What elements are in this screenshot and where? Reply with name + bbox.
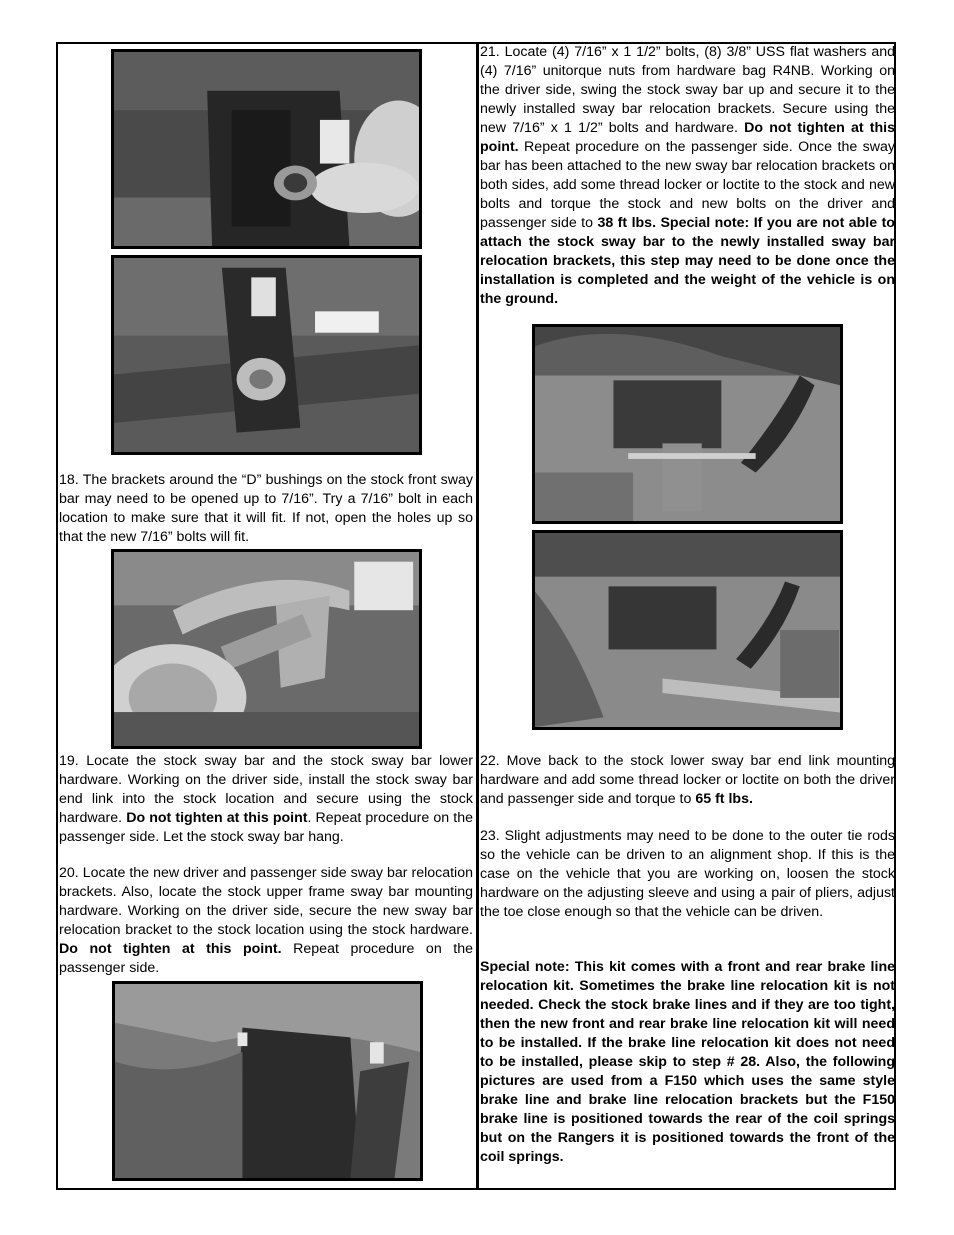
photo-bracket-socket — [111, 49, 422, 249]
step-18-text: 18. The brackets around the “D” bushings on the stock front sway bar may need to be opened up to 7/16”. Try a 7/16” bolt in each location to make sure that it will fit. If not, open the holes up so that the new 7/16” bolts will fit. — [59, 472, 473, 545]
special-note-bold: Special note: This kit comes with a front and rear brake line relocation kit. Sometimes the brake line relocation kit is not needed. Check the stock brake lines and if they are too tight, then the new front and rear brake line relocation kit will need to be installed. If the brake line relocation kit does not need to be installed, please skip to step # 28. Also, the following pictures are used from a F150 which uses the same style brake line and brake line relocation brackets but the F150 brake line is positioned towards the rear of the coil springs but on the Rangers it is positioned towards the front of the coil springs. — [480, 959, 895, 1165]
step-21-part-c: Repeat procedure on the passenger side. Once the sway bar has been attached to the new sway bar relocation brackets on both sides, add some thread locker or loctite to the stock and new bolts and torque the stock and new bolts on the driver and passenger side to — [480, 139, 895, 231]
step-21-bold-1: Do not tighten at this point. — [480, 120, 896, 155]
step-21-text — [480, 43, 895, 309]
step-19-part-a: 19. Locate the stock sway bar and the stock sway bar lower hardware. Working on the driver side, install the stock sway bar end link into the stock location and secure using the stock hardware. — [59, 753, 473, 826]
step-19-text — [59, 752, 473, 847]
special-note-text — [480, 958, 895, 1167]
step-20-part-c: Repeat procedure on the passenger side. — [59, 941, 474, 976]
column-divider — [476, 42, 479, 1190]
photo-drilling-bracket — [111, 549, 422, 749]
step-20-bold: Do not tighten at this point. — [59, 941, 282, 957]
photo-relocation-bracket-frame — [112, 981, 423, 1181]
step-23-text: 23. Slight adjustments may need to be done to the outer tie rods so the vehicle can be driven to an alignment shop. If this is the case on the vehicle that you are working on, loosen the stock hardware on the adjusting sleeve and using a pair of pliers, adjust the toe close enough so that the vehicle can be driven. — [480, 828, 895, 920]
photo-sway-bar-attached-2 — [532, 530, 843, 730]
step-22-bold: 65 ft lbs. — [695, 791, 753, 807]
step-22-part-a: 22. Move back to the stock lower sway bar end link mounting hardware and add some thread locker or loctite on both the driver and passenger side and torque to — [480, 753, 895, 807]
photo-sway-bar-attached-1 — [532, 324, 843, 524]
step-21-bold-2: 38 ft lbs. Special note: If you are not able to attach the stock sway bar to the newly installed sway bar relocation brackets, this step may need to be done once the installation is completed and the weight of the vehicle is on the ground. — [480, 215, 895, 307]
step-21-part-a: 21. Locate (4) 7/16” x 1 1/2” bolts, (8) 3/8” USS flat washers and (4) 7/16” unitorque nuts from hardware bag R4NB. Working on the driver side, swing the stock sway bar up and secure it to the newly installed sway bar relocation brackets. Secure using the new 7/16” x 1 1/2” bolts and hardware. — [480, 44, 895, 136]
step-20-part-a: 20. Locate the new driver and passenger side sway bar relocation brackets. Also, locate the stock upper frame sway bar mounting hardware. Working on the driver side, secure the new sway bar relocation bracket to the stock location using the stock hardware. — [59, 865, 473, 938]
step-19-bold: Do not tighten at this point — [126, 810, 308, 826]
step-19-part-c: . Repeat procedure on the passenger side. Let the stock sway bar hang. — [59, 810, 474, 845]
photo-bracket-installed — [111, 255, 422, 455]
step-22-text — [480, 752, 895, 809]
step-20-text — [59, 864, 473, 978]
